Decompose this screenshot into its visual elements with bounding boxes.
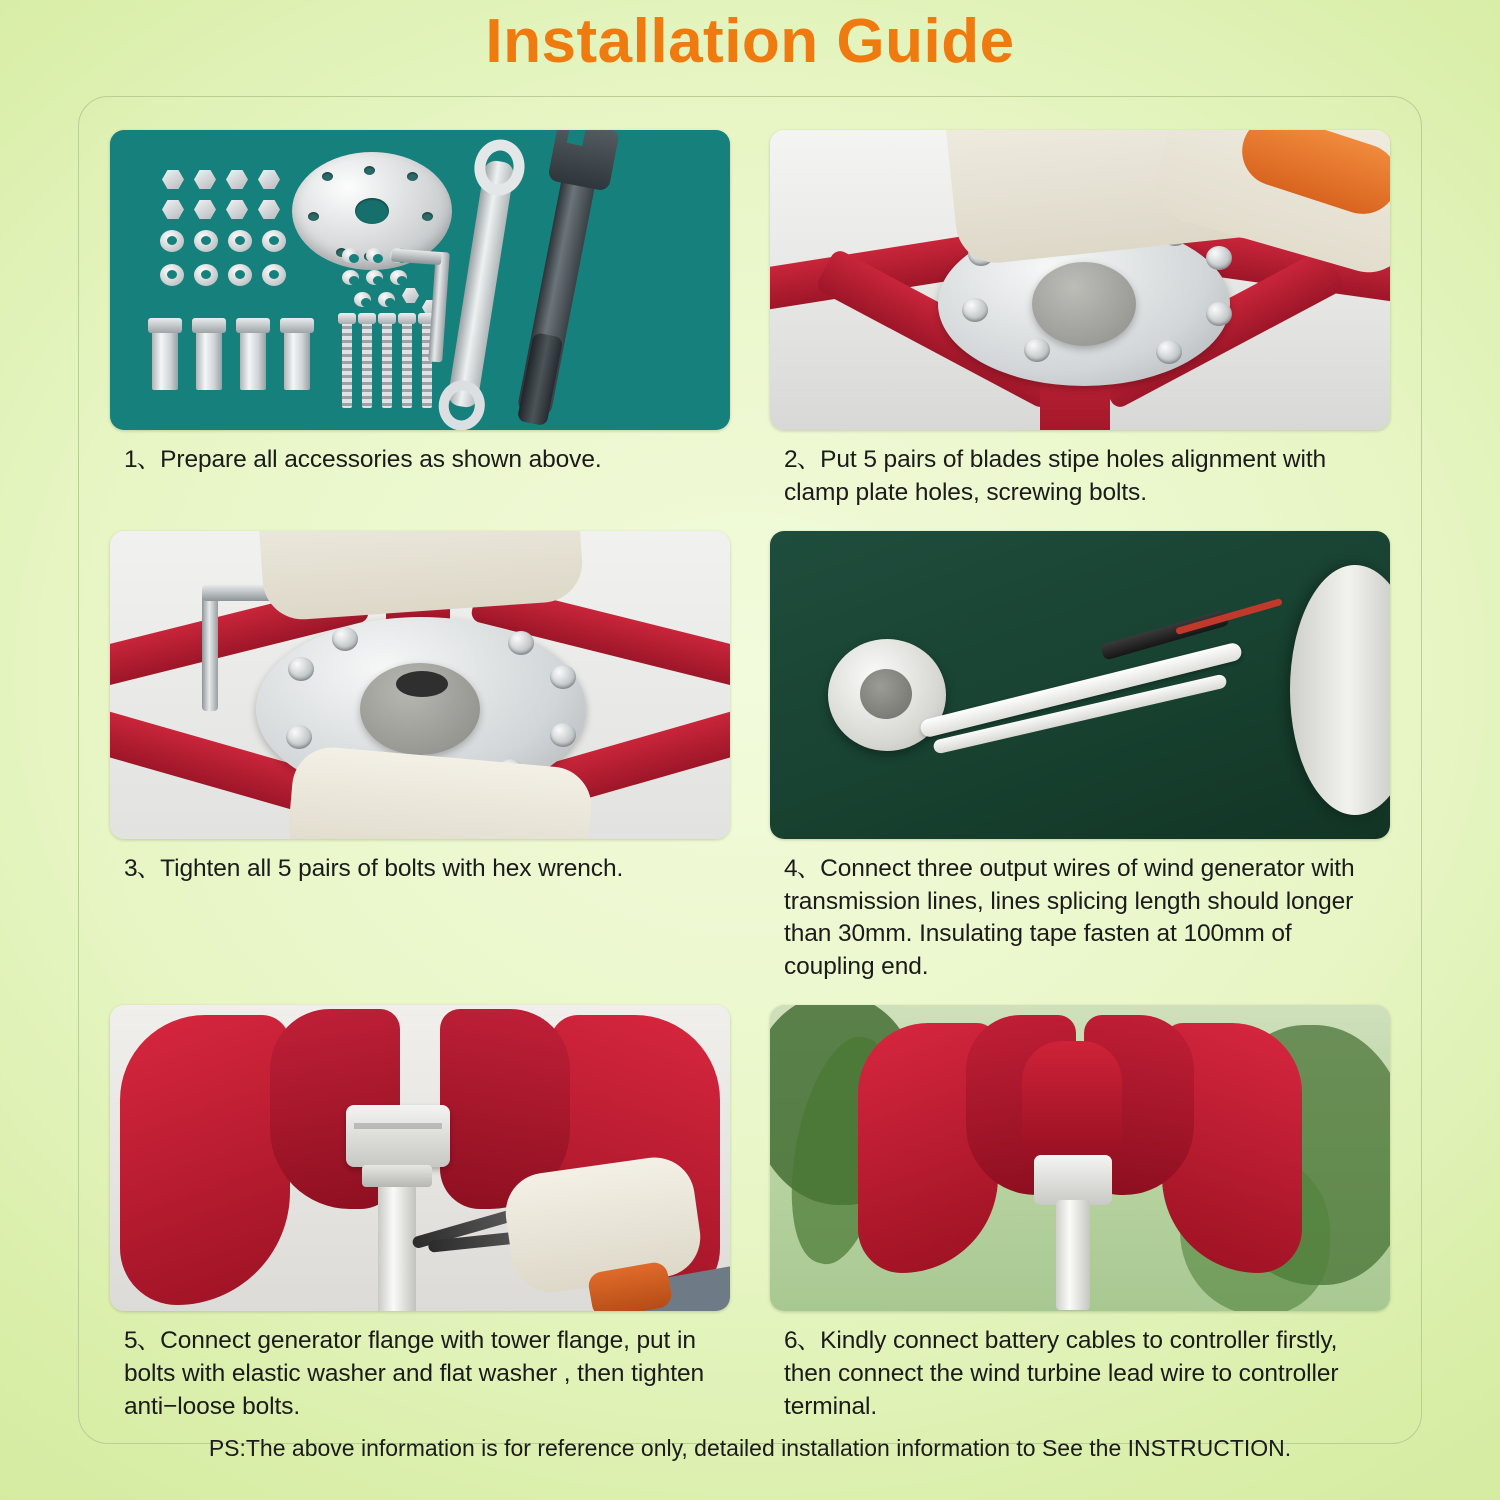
step-number: 1、 [124,446,161,473]
step-text: Kindly connect battery cables to controller firstly, then connect the wind turbine lead wire to controller terminal. [784,1327,1339,1420]
step-caption [770,444,1390,509]
step-item [110,531,730,983]
step-item [770,1005,1390,1423]
step-text: Put 5 pairs of blades stipe holes alignment with clamp plate holes, screwing bolts. [784,446,1327,506]
steps-grid [110,130,1390,1423]
step-number: 5、 [124,1327,161,1355]
step-caption [770,853,1390,983]
step-item [770,531,1390,983]
step-item [770,130,1390,509]
step-text: Connect three output wires of wind generator with transmission lines, lines splicing length should longer than 30mm. Insulating tape fasten at 100mm of coupling end. [784,855,1355,980]
step-caption [110,444,730,477]
step-item [110,1005,730,1423]
output-wire [1175,598,1283,635]
generator-body [1034,1155,1112,1205]
generator-flange [1290,565,1390,815]
step-caption [110,853,730,886]
step-number: 2、 [784,446,821,473]
tower-mast [1056,1200,1090,1310]
rotor-shaft-boss [1032,262,1136,346]
step-caption [110,1325,730,1423]
step-text: Connect generator flange with tower flange, put in bolts with elastic washer and flat washer , then tighten anti−loose bolts. [124,1327,704,1420]
wiring-photo [770,531,1390,839]
generator-body [346,1105,450,1167]
tighten-bolts-photo [110,531,730,839]
installed-turbine-photo [770,1005,1390,1311]
combination-wrench-graphic [447,159,515,409]
step-item [110,130,730,509]
accessories-photo [110,130,730,430]
footer-note: PS:The above information is for reference only, detailed installation information to See the INSTRUCTION. [208,1435,1292,1461]
step-number: 4、 [784,855,821,883]
hex-wrench-graphic [428,252,450,363]
tower-mast [378,1175,416,1311]
flange-assembly-photo [110,1005,730,1311]
step-number: 6、 [784,1327,821,1355]
hex-wrench [202,591,218,711]
blade-alignment-photo [770,130,1390,430]
adjustable-wrench-graphic [517,147,602,417]
step-text: Tighten all 5 pairs of bolts with hex wrench. [160,855,624,883]
step-caption [770,1325,1390,1423]
page-title: Installation Guide [485,7,1015,76]
step-text: Prepare all accessories as shown above. [160,446,602,473]
step-number: 3、 [124,855,161,883]
